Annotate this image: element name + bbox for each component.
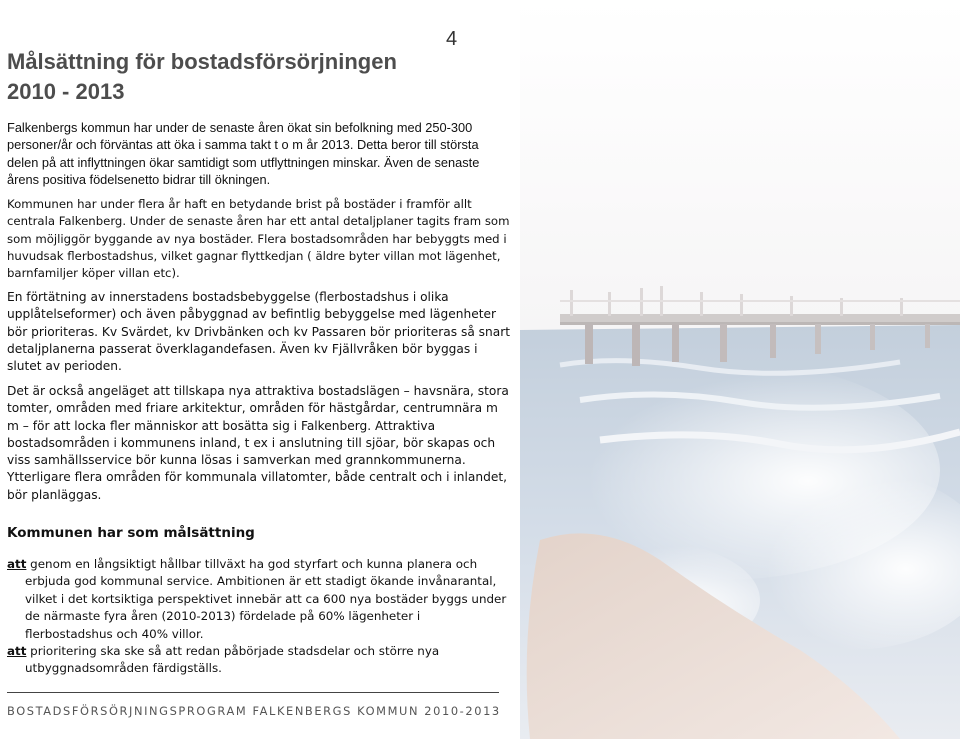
paragraph-attractive-locations: Det är också angeläget att tillskapa nya attraktiva bostadslägen – havsnära, stora tomter, områden med friare arkitektur, områden för hästgårdar, centrumnära m m – för att locka fler människor att bosätta sig i Falkenberg. Attraktiva bostadsområden i kommunens inland, t ex i anslutning till sjöar, bör skapas och viss samhällsservice bör kunna lösas i samverkan med grannkommunerna. Ytterligare flera områden för kommunala villatomter, både centralt och i inlandet, bör planläggas. (7, 384, 509, 502)
page-title-line2: 2010 - 2013 (7, 79, 125, 104)
goal-item-text: genom en långsiktigt hållbar tillväxt ha god styrfart och kunna planera och erbjuda god kommunal service. Ambitionen är ett stadigt ökande invånarantal, vilket i det kortsiktiga perspektivet innebär att ca 600 nya bostäder byggs under de närmaste fyra åren (2010-2013) fördelade på 60% lägenheter i flerbostadshus och 40% villor. (25, 557, 507, 641)
footer-divider (7, 692, 499, 693)
page-title-line1: Målsättning för bostadsförsörjningen (7, 49, 397, 74)
goals-list (7, 556, 507, 678)
paragraph-densification: En förtätning av innerstadens bostadsbebyggelse (flerbostadshus i olika upplåtelseformer) och även påbyggnad av befintlig bebyggelse med lägenheter bör prioriteras. Kv Svärdet, kv Drivbänken och kv Passaren bör prioriteras så snart detaljplanerna passerat överklagandefasen. Även kv Fjällvråken bör byggas i slutet av perioden. (7, 290, 511, 374)
page-number: 4 (446, 28, 458, 50)
goal-item (7, 556, 507, 643)
goals-heading: Kommunen har som målsättning (7, 525, 255, 541)
goal-item-key: att (7, 644, 27, 659)
goal-item (7, 643, 507, 678)
goal-item-key: att (7, 557, 27, 571)
paragraph-population-growth: Falkenbergs kommun har under de senaste åren ökat sin befolkning med 250-300 personer/år och förväntas att öka i samma takt t o m år 2013. Detta beror till största delen på att inflyttningen ökar samtidigt som utflyttningen minskar. Även de senaste årens positiva födelsenetto bidrar till ökningen. (7, 120, 480, 187)
footer-title: BOSTADSFÖRSÖRJNINGSPROGRAM FALKENBERGS KOMMUN 2010-2013 (7, 704, 501, 718)
paragraph-housing-shortage: Kommunen har under flera år haft en betydande brist på bostäder i framför allt centrala Falkenberg. Under de senaste åren har ett antal detaljplaner tagits fram som som möjliggör byggande av nya bostäder. Flera bostadsområden har bebyggts med i huvudsak flerbostadshus, vilket gagnar flyttkedjan ( äldre byter villan mot lägenhet, barnfamiljer köper villan etc). (7, 197, 510, 281)
goal-item-text: prioritering ska ske så att redan påbörjade stadsdelar och större nya utbyggnadsområden färdigställs. (25, 644, 440, 676)
page-title (7, 47, 477, 107)
